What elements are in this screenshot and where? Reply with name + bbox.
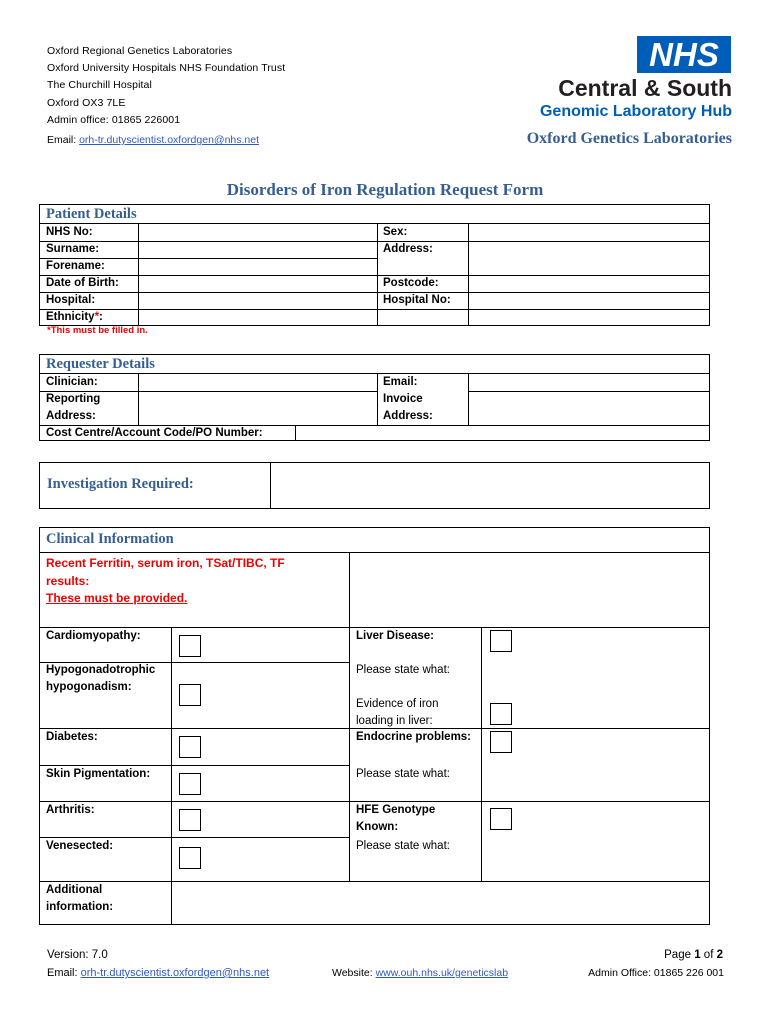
required-note: *This must be filled in. — [47, 325, 148, 336]
version-text: Version: 7.0 — [47, 949, 108, 961]
patient-details-section — [39, 204, 710, 326]
requester-details-heading: Requester Details — [40, 355, 709, 374]
lab-name: Oxford Genetics Laboratories — [526, 130, 732, 147]
footer-email-link[interactable]: orh-tr.dutyscientist.oxfordgen@nhs.net — [80, 967, 270, 979]
footer-admin-office: Admin Office: 01865 226 001 — [588, 967, 724, 979]
endocrine-state-label: Please state what: — [356, 768, 450, 780]
header-email — [47, 134, 259, 146]
nhs-logo: NHS — [637, 36, 731, 73]
postcode-label: Postcode: — [383, 277, 439, 289]
hospital-no-label: Hospital No: — [383, 294, 451, 306]
liver-disease-label: Liver Disease: — [356, 630, 434, 642]
hypogonadism-checkbox[interactable] — [179, 684, 201, 706]
address-line: Oxford OX3 7LE — [47, 96, 126, 109]
footer-email: Email: orh-tr.dutyscientist.oxfordgen@nhs.net — [47, 967, 270, 979]
hub-title: Central & South — [558, 75, 732, 101]
venesected-label: Venesected: — [46, 840, 114, 852]
liver-state-label: Please state what: — [356, 664, 450, 676]
footer-website: Website: www.ouh.nhs.uk/geneticslab — [332, 967, 509, 979]
sex-label: Sex: — [383, 226, 408, 238]
nhs-no-label: NHS No: — [46, 226, 93, 238]
endocrine-label: Endocrine problems: — [356, 731, 472, 743]
ferritin-results-field[interactable] — [350, 554, 710, 627]
hfe-genotype-checkbox[interactable] — [490, 808, 512, 830]
clinical-heading: Clinical Information — [40, 528, 709, 553]
address-label: Address: — [383, 243, 433, 255]
website-link[interactable]: www.ouh.nhs.uk/geneticslab — [375, 967, 509, 979]
cardiomyopathy-label: Cardiomyopathy: — [46, 630, 141, 642]
dob-label: Date of Birth: — [46, 277, 119, 289]
address-line: Oxford Regional Genetics Laboratories — [47, 45, 233, 57]
evidence-liver-checkbox[interactable] — [490, 703, 512, 725]
address-line: Oxford University Hospitals NHS Foundation Trust — [47, 62, 286, 75]
evidence-liver-label: Evidence of iron loading in liver: — [356, 698, 439, 727]
endocrine-checkbox[interactable] — [490, 731, 512, 753]
nhs-no-field[interactable] — [139, 225, 377, 241]
additional-info-field[interactable] — [172, 882, 710, 925]
page-number: Page 1 of 2 — [664, 949, 723, 961]
investigation-label: Investigation Required: — [47, 476, 194, 492]
form-title: Disorders of Iron Regulation Request Form — [226, 180, 544, 199]
investigation-field[interactable] — [271, 463, 710, 509]
forename-label: Forename: — [46, 260, 105, 272]
liver-disease-checkbox[interactable] — [490, 630, 512, 652]
lab-address-block — [47, 43, 285, 129]
hfe-genotype-label: HFE Genotype Known: — [356, 804, 436, 833]
email-link[interactable]: orh-tr.dutyscientist.oxfordgen@nhs.net — [79, 134, 260, 146]
address-line: Admin office: 01865 226001 — [47, 113, 181, 126]
diabetes-checkbox[interactable] — [179, 736, 201, 758]
venesected-checkbox[interactable] — [179, 847, 201, 869]
skin-pigmentation-checkbox[interactable] — [179, 773, 201, 795]
address-line: The Churchill Hospital — [47, 79, 152, 92]
additional-info-label: Additional information: — [46, 884, 114, 913]
email-label: Email: — [383, 376, 418, 388]
arthritis-checkbox[interactable] — [179, 809, 201, 831]
cost-centre-label: Cost Centre/Account Code/PO Number: — [46, 427, 263, 439]
reporting-address-label: Reporting Address: — [46, 393, 101, 422]
clinician-label: Clinician: — [46, 376, 98, 388]
email-label: Email: — [47, 134, 80, 146]
hypogonadism-label: Hypogonadotrophic hypogonadism: — [46, 664, 156, 693]
hospital-label: Hospital: — [46, 294, 96, 306]
ferritin-results-label: Recent Ferritin, serum iron, TSat/TIBC, TF results: These must be provided. — [46, 556, 285, 605]
surname-label: Surname: — [46, 243, 100, 255]
ethnicity-label: Ethnicity*: — [46, 311, 103, 323]
hub-subtitle: Genomic Laboratory Hub — [539, 103, 732, 120]
arthritis-label: Arthritis: — [46, 804, 95, 816]
sex-field[interactable] — [469, 225, 710, 241]
cardiomyopathy-checkbox[interactable] — [179, 635, 201, 657]
patient-details-heading: Patient Details — [40, 205, 709, 224]
requester-details-section — [39, 354, 710, 441]
clinical-section — [39, 527, 710, 925]
diabetes-label: Diabetes: — [46, 731, 98, 743]
investigation-section — [39, 462, 710, 509]
hfe-state-label: Please state what: — [356, 840, 450, 852]
invoice-address-label: Invoice Address: — [383, 393, 433, 422]
skin-pigmentation-label: Skin Pigmentation: — [46, 768, 151, 780]
